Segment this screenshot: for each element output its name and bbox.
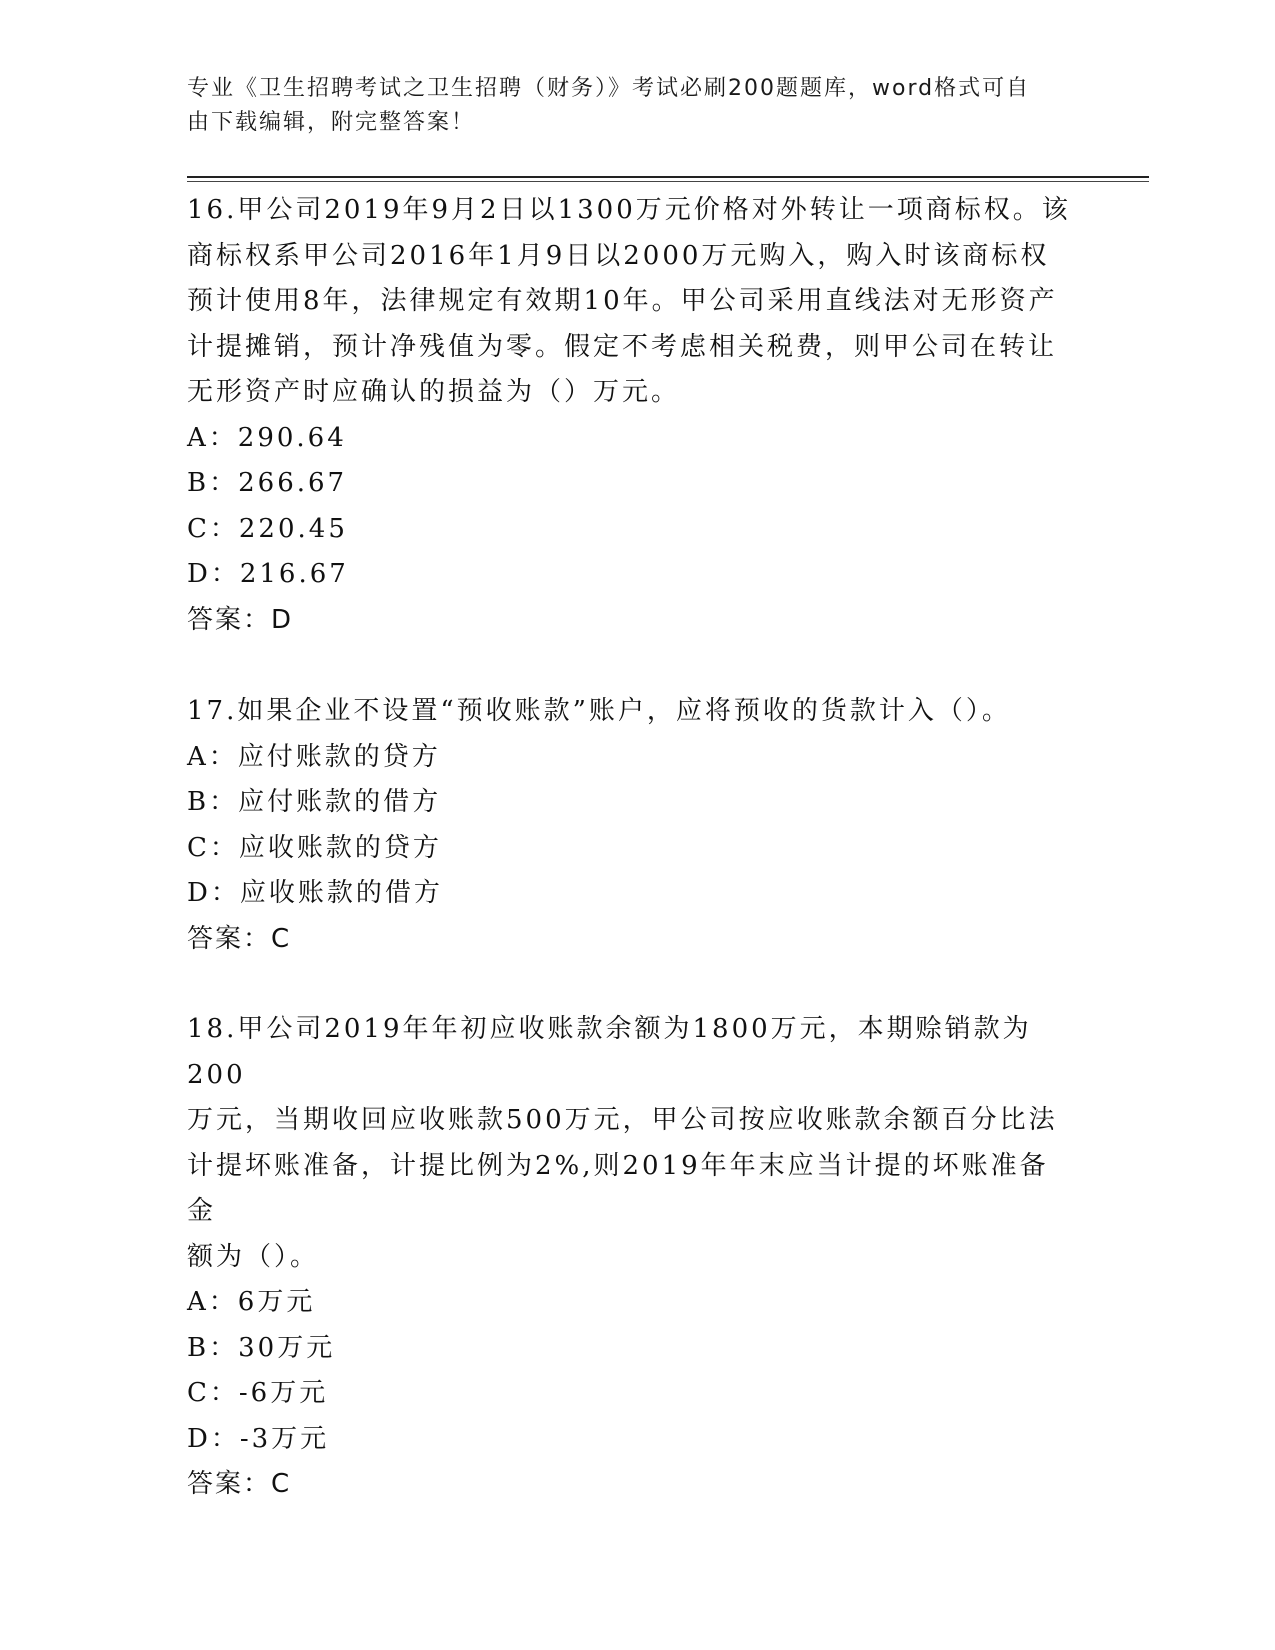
- question-stem-line: 额为（）。: [187, 1241, 320, 1272]
- question-16: [187, 188, 1077, 643]
- document-header: [187, 72, 1077, 140]
- answer-line: 答案：C: [187, 1469, 292, 1499]
- question-stem-line: 18.甲公司2019年年初应收账款余额为1800万元，本期赊销款为200: [187, 1014, 1032, 1090]
- option-a: A：6万元: [187, 1287, 316, 1317]
- option-d: D：应收账款的借方: [187, 878, 443, 908]
- question-stem-line: 预计使用8年，法律规定有效期10年。甲公司采用直线法对无形资产: [187, 286, 1058, 316]
- question-stem-line: 万元，当期收回应收账款500万元，甲公司按应收账款余额百分比法: [187, 1105, 1058, 1135]
- header-line-2: 由下载编辑，附完整答案！: [187, 110, 476, 135]
- option-b: B：266.67: [187, 468, 348, 498]
- option-a: A：应付账款的贷方: [187, 741, 441, 772]
- header-divider-thick: [187, 176, 1149, 178]
- answer-line: 答案：D: [187, 604, 294, 635]
- question-18: [187, 1007, 1077, 1508]
- option-a: A：290.64: [187, 422, 347, 453]
- question-stem-line: 计提摊销，预计净残值为零。假定不考虑相关税费，则甲公司在转让: [187, 331, 1058, 362]
- option-d: D：216.67: [187, 559, 349, 589]
- answer-line: 答案：C: [187, 923, 292, 954]
- option-b: B：30万元: [187, 1332, 336, 1363]
- option-b: B：应付账款的借方: [187, 787, 442, 817]
- question-stem-line: 16.甲公司2019年9月2日以1300万元价格对外转让一项商标权。该: [187, 195, 1071, 225]
- question-17: [187, 689, 1077, 962]
- option-c: C：应收账款的贷方: [187, 832, 442, 863]
- question-stem-line: 商标权系甲公司2016年1月9日以2000万元购入，购入时该商标权: [187, 240, 1050, 271]
- question-stem-line: 17.如果企业不设置“预收账款”账户，应将预收的货款计入（）。: [187, 696, 1011, 726]
- question-stem-line: 计提坏账准备，计提比例为2%,则2019年年末应当计提的坏账准备金: [187, 1150, 1049, 1226]
- header-line-1: 专业《卫生招聘考试之卫生招聘（财务）》考试必刷200题题库，word格式可自: [187, 76, 1031, 101]
- question-stem-line: 无形资产时应确认的损益为（）万元。: [187, 377, 681, 407]
- option-c: C：-6万元: [187, 1378, 329, 1408]
- header-divider-thin: [187, 181, 1149, 182]
- option-c: C：220.45: [187, 513, 348, 544]
- option-d: D：-3万元: [187, 1423, 330, 1454]
